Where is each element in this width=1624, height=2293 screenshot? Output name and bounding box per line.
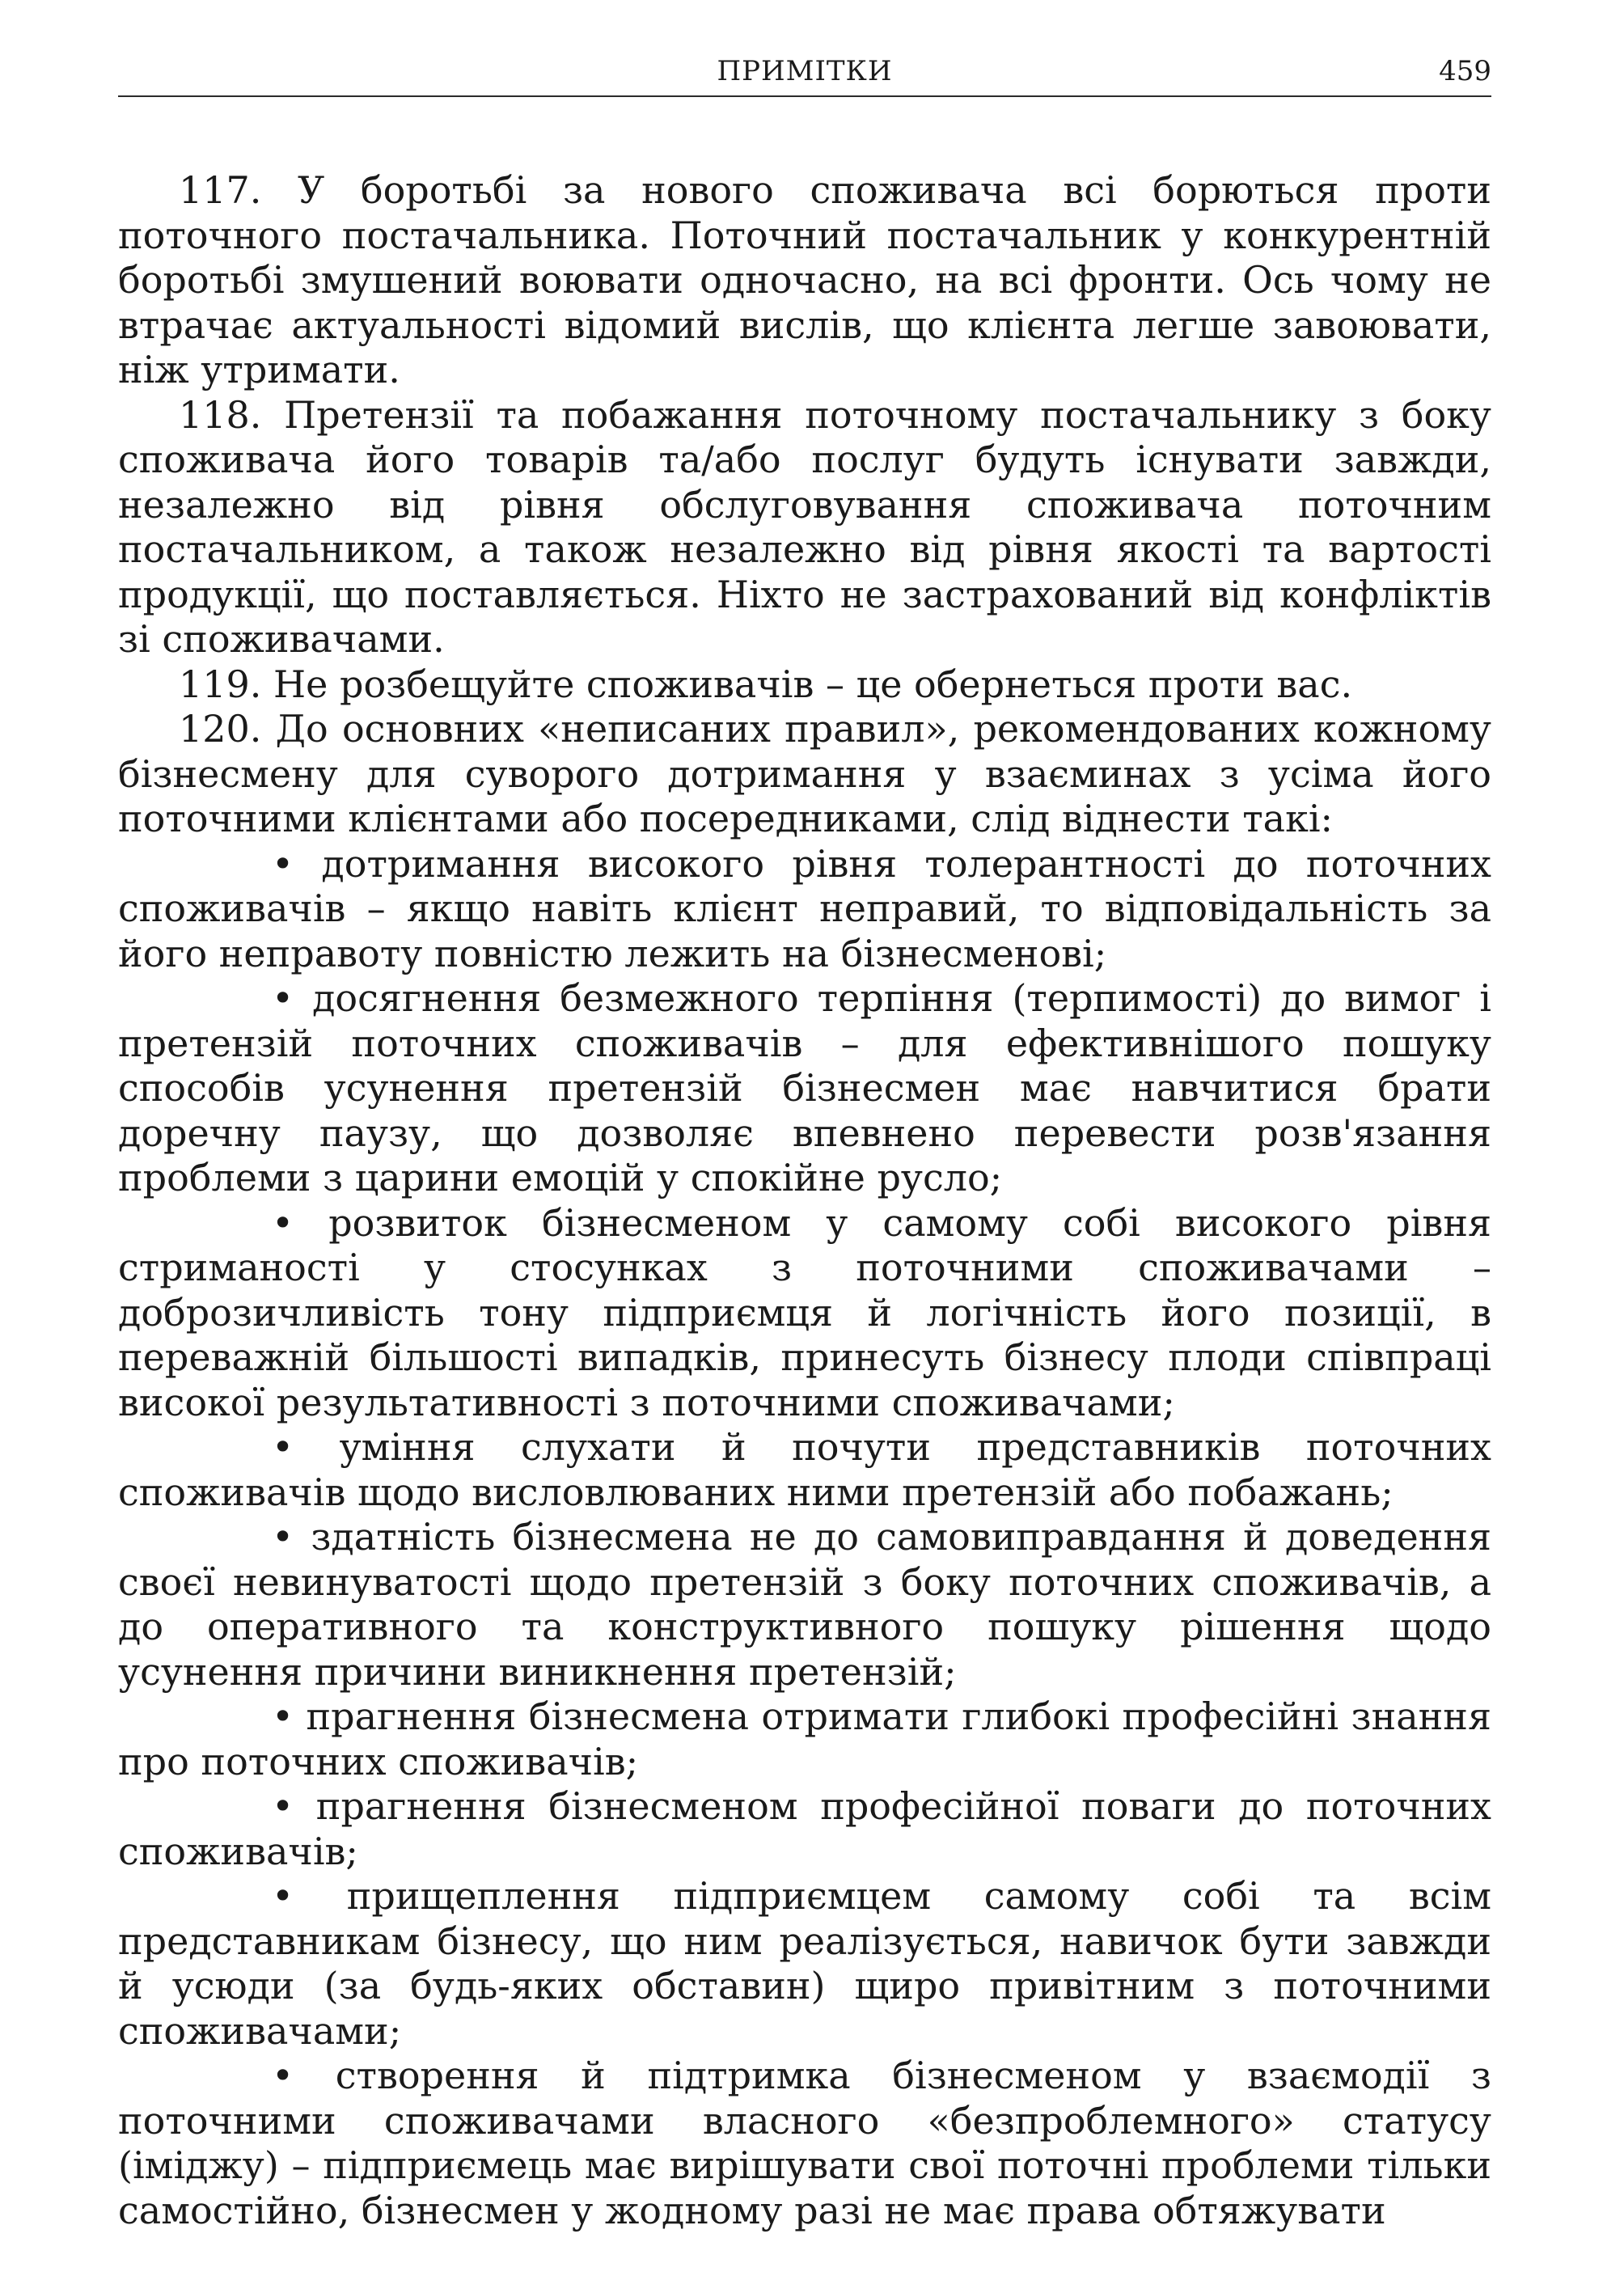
bullet-item-knowledge: • прагнення бізнесмена отримати глибокі професійні знання про поточних споживачів; — [118, 1694, 1491, 1783]
book-page — [118, 0, 1491, 2293]
page-number: 459 — [1439, 55, 1491, 87]
body-text — [118, 168, 1491, 2233]
bullet-item-patience: • досягнення безмежного терпіння (терпимості) до вимог і претензій поточних споживачів – для ефективнішого пошуку способів усунення претензій бізнесмен має навчитися брати доречну паузу, що дозволяє впевнено перевести розв'язання проблеми з царини емоцій у спокійне русло; — [118, 976, 1491, 1199]
note-117: 117. У боротьбі за нового споживача всі борються проти поточного постачальника. Поточний постачальник у конкурентній боротьбі змушений воювати одночасно, на всі фронти. Ось чому не втрачає актуальності відомий вислів, що клієнта легше завоювати, ніж утримати. — [118, 168, 1491, 391]
running-head-title: ПРИМІТКИ — [717, 55, 893, 87]
note-118: 118. Претензії та побажання поточному постачальнику з боку споживача його товарів та/або послуг будуть існувати завжди, незалежно від рівня обслуговування споживача поточним постачальником, а також незалежно від рівня якості та вартості продукції, що поставляється. Ніхто не застрахований від конфліктів зі споживачами. — [118, 392, 1491, 661]
running-head — [118, 53, 1491, 97]
bullet-item-friendliness: • прищеплення підприємцем самому собі та всім представникам бізнесу, що ним реалізується, навичок бути завжди й усюди (за будь-яких обставин) щиро привітним з поточними споживачами; — [118, 1874, 1491, 2053]
bullet-item-tolerance: • дотримання високого рівня толерантності до поточних споживачів – якщо навіть клієнт неправий, то відповідальність за його неправоту повністю лежить на бізнесменові; — [118, 841, 1491, 975]
bullet-item-problem-solving: • здатність бізнесмена не до самовиправдання й доведення своєї невинуватості щодо претензій з боку поточних споживачів, а до оперативного та конструктивного пошуку рішення щодо усунення причини виникнення претензій; — [118, 1515, 1491, 1694]
note-119: 119. Не розбещуйте споживачів – це обернеться проти вас. — [179, 662, 1353, 706]
bullet-item-restraint: • розвиток бізнесменом у самому собі високого рівня стриманості у стосунках з поточними споживачами – доброзичливість тону підприємця й логічність його позиції, в переважній більшості випадків, принесуть бізнесу плоди співпраці високої результативності з поточними споживачами; — [118, 1200, 1491, 1424]
bullet-item-respect: • прагнення бізнесменом професійної поваги до поточних споживачів; — [118, 1784, 1491, 1873]
note-120: 120. До основних «неписаних правил», рекомендованих кожному бізнесмену для суворого дотримання у взаєминах з усіма його поточними клієнтами або посередниками, слід віднести такі: — [118, 707, 1491, 840]
bullet-item-listening: • уміння слухати й почути представників поточних споживачів щодо висловлюваних ними претензій або побажань; — [118, 1425, 1491, 1514]
bullet-item-status: • створення й підтримка бізнесменом у взаємодії з поточними споживачами власного «безпроблемного» статусу (іміджу) – підприємець має вирішувати свої поточні проблеми тільки самостійно, бізнесмен у жодному разі не має права обтяжувати — [118, 2054, 1491, 2232]
